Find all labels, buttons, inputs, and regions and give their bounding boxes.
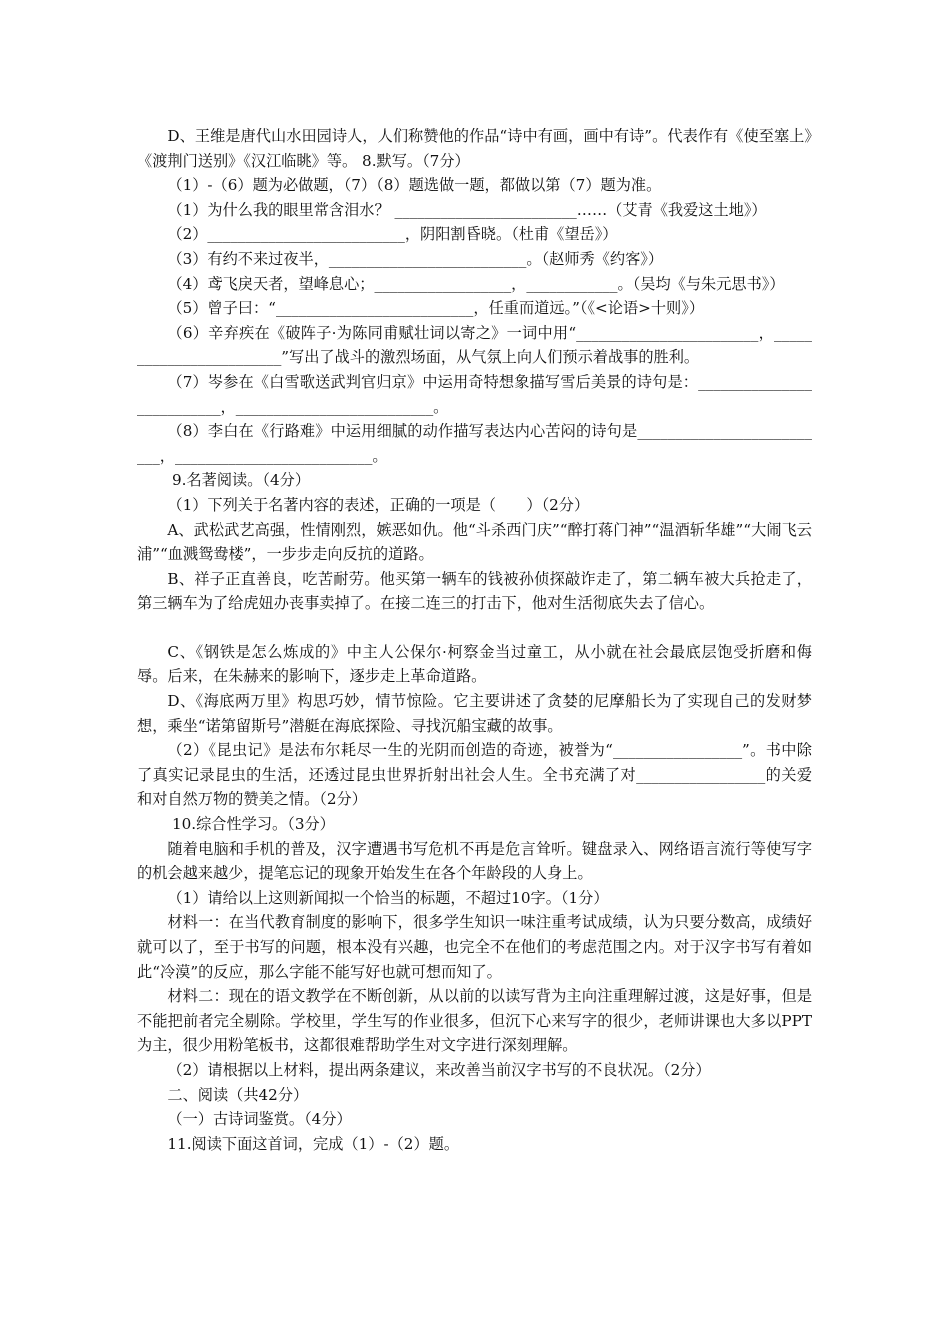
- section-two-heading: 二、阅读（共42分）: [167, 1085, 309, 1104]
- q10-part-1: （1）请给以上这则新闻拟一个恰当的标题，不超过10字。（1分）: [167, 888, 609, 907]
- q8-item-4: （4）鸢飞戾天者，望峰息心；__________________，____________。（吴均《与朱元思书》）: [167, 274, 785, 293]
- subsection-poetry-heading: （一）古诗词鉴赏。（4分）: [167, 1110, 352, 1129]
- q10-material-1: 材料一：在当代教育制度的影响下，很多学生知识一味注重考试成绩，认为只要分数高，成绩好就可以了，至于书写的问题，根本没有兴趣，也完全不在他们的考虑范围之内。对于汉字书写有着如此“冷漠”的反应，那么字能不能写好也就可想而知了。: [137, 913, 812, 981]
- q8-instruction: （1）-（6）题为必做题，（7）（8）题选做一题，都做以第（7）题为准。: [167, 176, 662, 195]
- q9-option-d: D、《海底两万里》构思巧妙，情节惊险。它主要讲述了贪婪的尼摩船长为了实现自己的发财梦想，乘坐“诺第留斯号”潜艇在海底探险、寻找沉船宝藏的故事。: [137, 692, 812, 735]
- q10-title: 10.综合性学习。（3分）: [171, 815, 335, 834]
- option-d-wangwei-and-q8-title: D、王维是唐代山水田园诗人，人们称赞他的作品“诗中有画，画中有诗”。代表作有《使至塞上》《渡荆门送别》《汉江临眺》等。 8.默写。（7分）: [137, 127, 812, 170]
- q8-item-5: （5）曾子曰：“__________________________，任重而道远。”（《<论语>十则》）: [167, 299, 705, 318]
- q8-item-6: （6）辛弃疾在《破阵子·为陈同甫赋壮词以寄之》一词中用“________________________，________________________”写出了战斗的激烈场面，从气氛上向人们预示着战事的胜利。: [137, 323, 812, 367]
- document-page: [137, 124, 812, 1156]
- q9-part-2: （2）《昆虫记》是法布尔耗尽一生的光阴而创造的奇迹，被誉为“_________________”。书中除了真实记录昆虫的生活，还透过昆虫世界折射出社会人生。全书充满了对_________________的关爱和对自然万物的赞美之情。（2分）: [137, 741, 812, 809]
- q10-part-2: （2）请根据以上材料，提出两条建议，来改善当前汉字书写的不良状况。（2分）: [167, 1060, 711, 1079]
- q8-item-1: （1）为什么我的眼里常含泪水？ ________________________……（艾青《我爱这土地》）: [167, 200, 767, 219]
- q8-item-3: （3）有约不来过夜半，__________________________。（赵师秀《约客》）: [167, 249, 664, 268]
- q8-item-2: （2）__________________________，阴阳割昏晓。（杜甫《望岳》）: [167, 225, 618, 244]
- q11-title: 11.阅读下面这首词，完成（1）-（2）题。: [167, 1134, 460, 1153]
- q9-option-b: B、祥子正直善良，吃苦耐劳。他买第一辆车的钱被孙侦探敲诈走了，第二辆车被大兵抢走了，第三辆车为了给虎妞办丧事卖掉了。在接二连三的打击下，他对生活彻底失去了信心。: [137, 569, 812, 613]
- blank-line: [137, 616, 812, 640]
- q10-news: 随着电脑和手机的普及，汉字遭遇书写危机不再是危言耸听。键盘录入、网络语言流行等使写字的机会越来越少，提笔忘记的现象开始发生在各个年龄段的人身上。: [137, 839, 812, 883]
- q9-option-c: C、《钢铁是怎么炼成的》中主人公保尔·柯察金当过童工，从小就在社会最底层饱受折磨和侮辱。后来，在朱赫来的影响下，逐步走上革命道路。: [137, 642, 812, 686]
- q8-item-7: （7）岑参在《白雪歌送武判官归京》中运用奇特想象描写雪后美景的诗句是：__________________________，__________________________。: [137, 372, 812, 416]
- q9-part-1: （1）下列关于名著内容的表述，正确的一项是（ ）（2分）: [167, 495, 590, 514]
- q9-option-a: A、武松武艺高强，性情刚烈，嫉恶如仇。他“斗杀西门庆”“醉打蒋门神”“温酒斩华雄”“大闹飞云浦”“血溅鸳鸯楼”，一步步走向反抗的道路。: [137, 520, 812, 564]
- q9-title: 9.名著阅读。（4分）: [171, 471, 311, 490]
- q8-item-8: （8）李白在《行路难》中运用细腻的动作描写表达内心苦闷的诗句是__________________________，__________________________。: [137, 422, 812, 465]
- q10-material-2: 材料二：现在的语文教学在不断创新，从以前的以读写背为主向注重理解过渡，这是好事，但是不能把前者完全剔除。学校里，学生写的作业很多，但沉下心来写字的很少，老师讲课也大多以PPT为主，很少用粉笔板书，这都很难帮助学生对文字进行深刻理解。: [137, 987, 812, 1055]
